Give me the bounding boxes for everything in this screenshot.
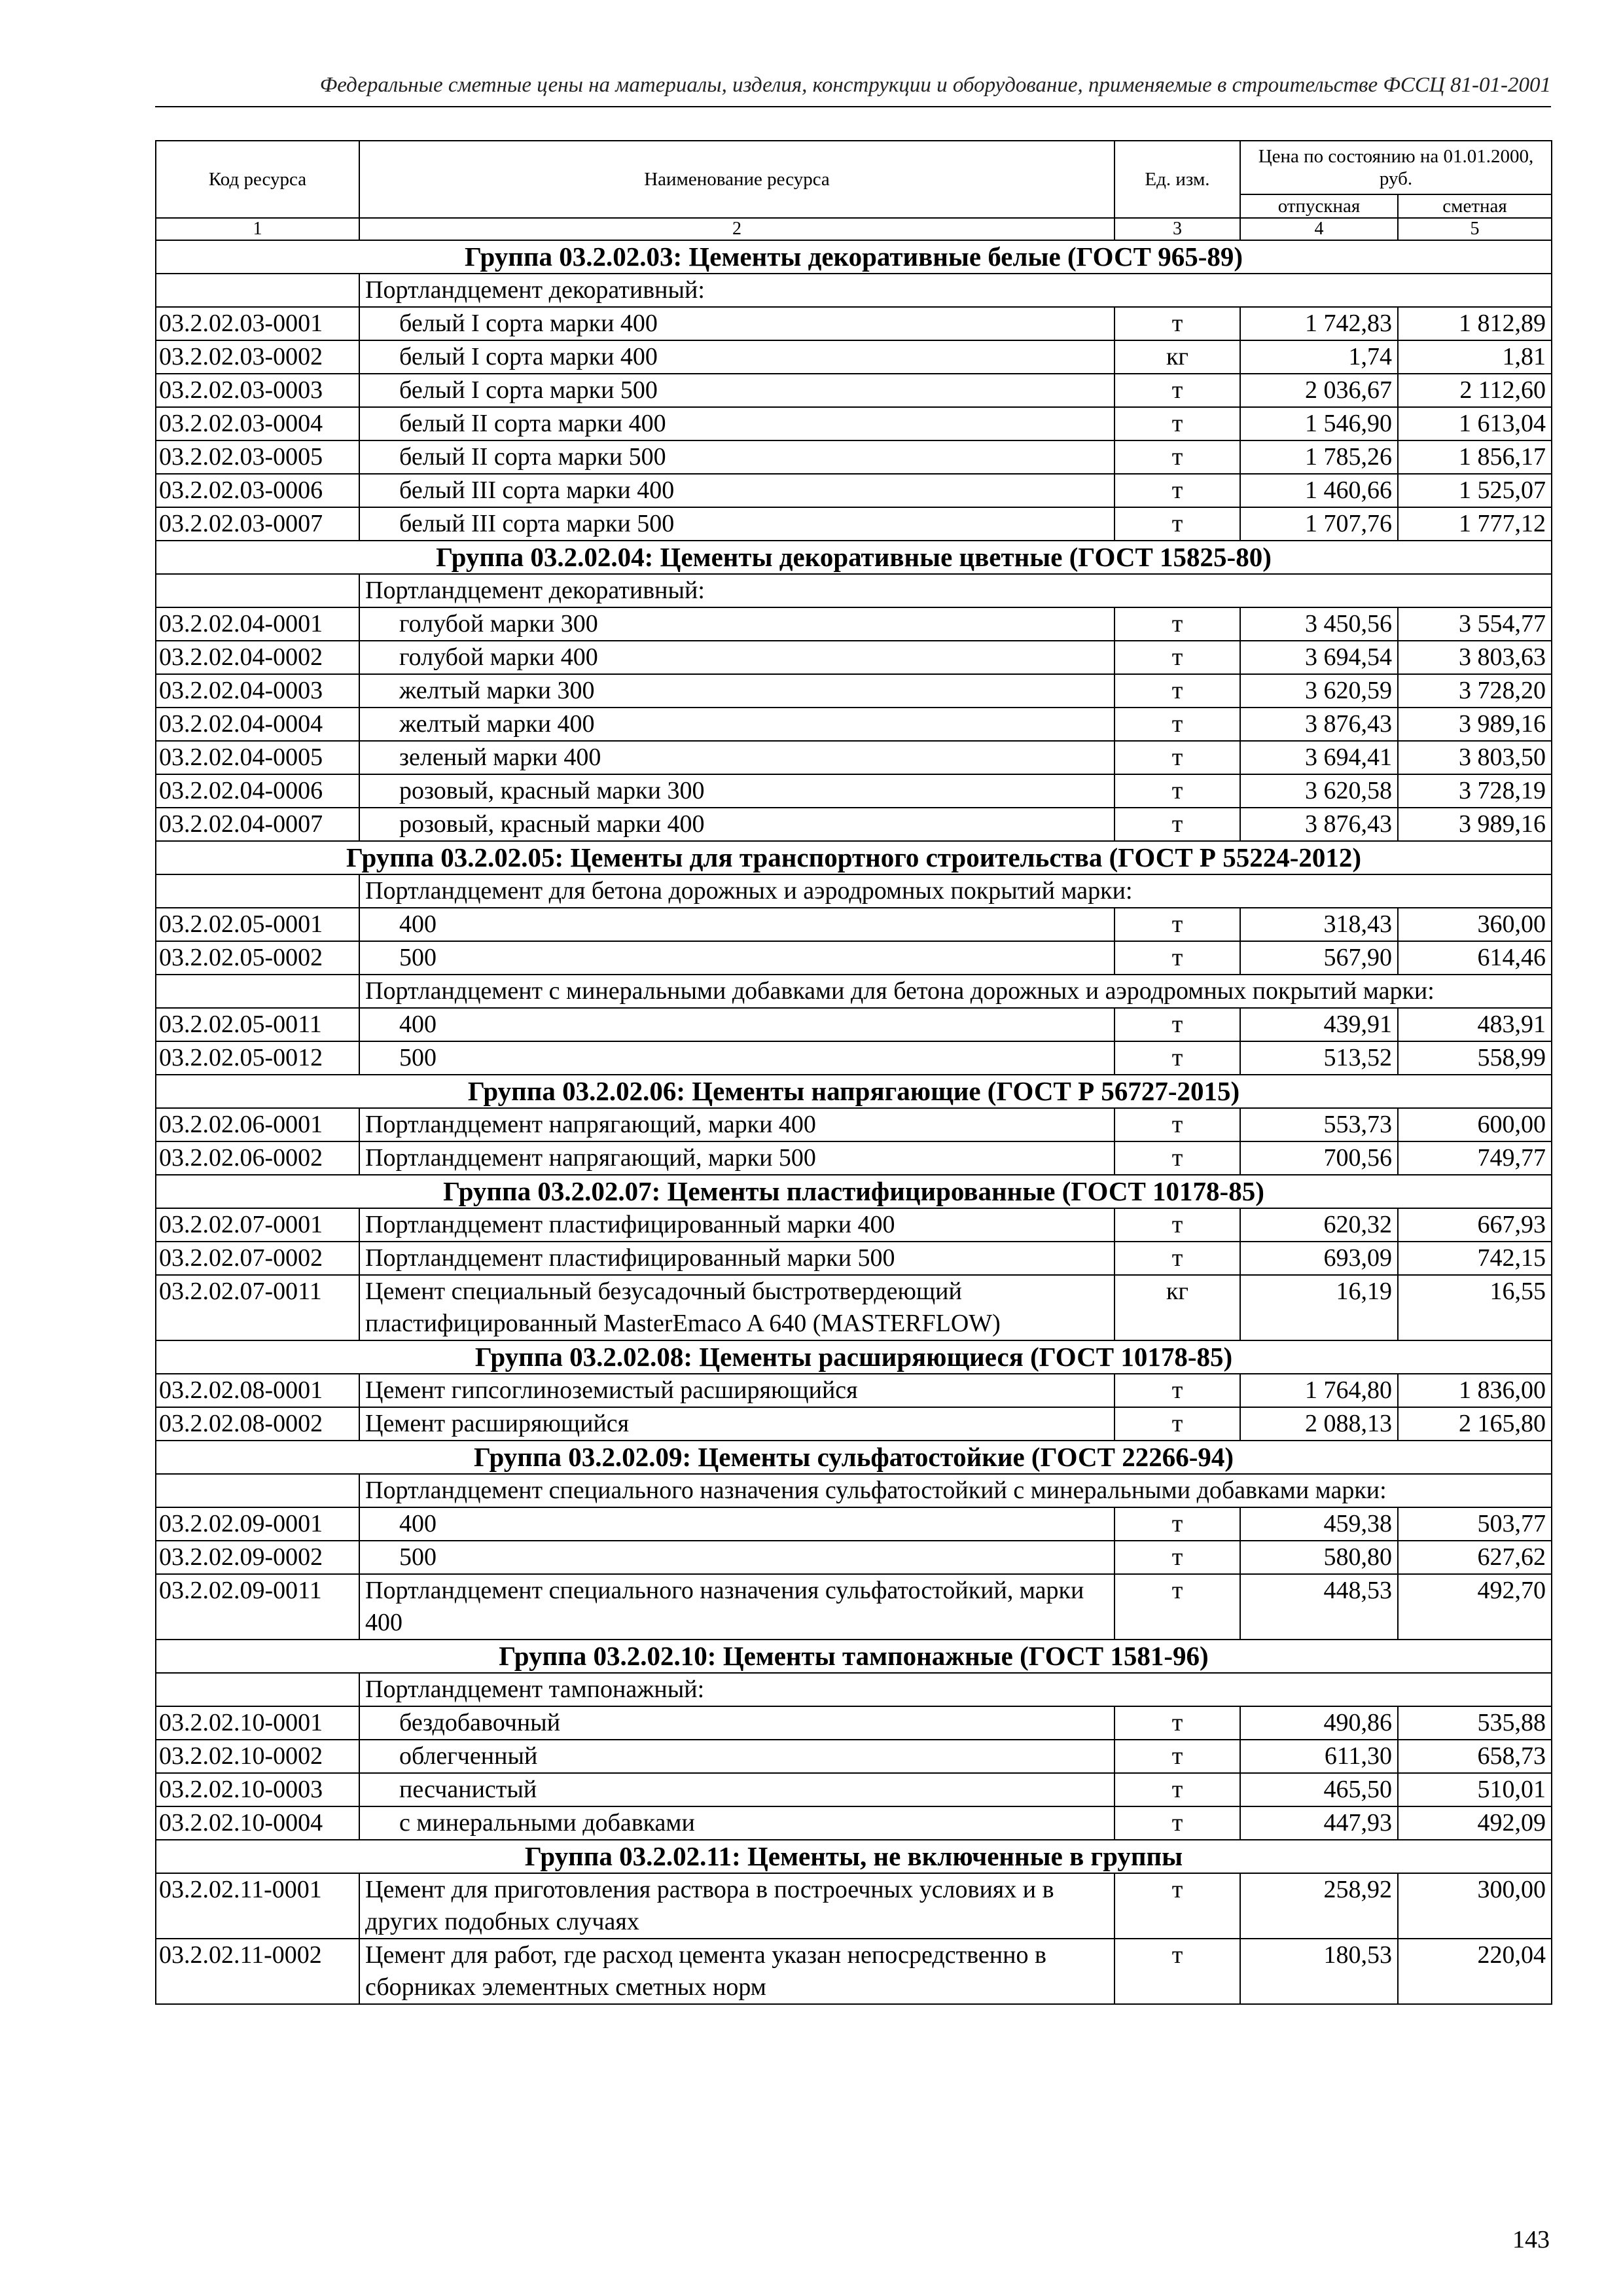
table-row — [156, 1407, 1552, 1441]
resource-code: 03.2.02.05-0001 — [156, 908, 359, 941]
release-price: 16,19 — [1240, 1275, 1398, 1340]
estimate-price: 1 856,17 — [1398, 440, 1552, 474]
table-row — [156, 808, 1552, 841]
release-price: 693,09 — [1240, 1242, 1398, 1275]
column-number: 4 — [1240, 218, 1398, 240]
subheading-row — [156, 1474, 1552, 1507]
unit: т — [1115, 1541, 1240, 1574]
resource-code: 03.2.02.11-0001 — [156, 1873, 359, 1939]
release-price: 3 876,43 — [1240, 708, 1398, 741]
header-estimate-price: сметная — [1398, 194, 1552, 218]
table-row — [156, 1541, 1552, 1574]
unit: кг — [1115, 1275, 1240, 1340]
resource-code: 03.2.02.07-0011 — [156, 1275, 359, 1340]
resource-name: бездобавочный — [359, 1706, 1115, 1740]
table-row — [156, 1873, 1552, 1939]
resource-code: 03.2.02.03-0002 — [156, 340, 359, 374]
resource-code: 03.2.02.09-0002 — [156, 1541, 359, 1574]
estimate-price: 1 777,12 — [1398, 507, 1552, 541]
group-title: Группа 03.2.02.05: Цементы для транспортного строительства (ГОСТ Р 55224-2012) — [156, 841, 1552, 874]
unit: т — [1115, 1873, 1240, 1939]
release-price: 1 742,83 — [1240, 307, 1398, 340]
estimate-price: 16,55 — [1398, 1275, 1552, 1340]
estimate-price: 300,00 — [1398, 1873, 1552, 1939]
estimate-price: 3 728,20 — [1398, 674, 1552, 708]
table-row — [156, 674, 1552, 708]
table-row — [156, 1141, 1552, 1175]
table-row — [156, 1208, 1552, 1242]
group-title: Группа 03.2.02.09: Цементы сульфатостойкие (ГОСТ 22266-94) — [156, 1441, 1552, 1474]
group-header-row — [156, 1075, 1552, 1108]
resource-name: белый II сорта марки 500 — [359, 440, 1115, 474]
unit: т — [1115, 708, 1240, 741]
estimate-price: 3 554,77 — [1398, 607, 1552, 641]
resource-name: белый III сорта марки 500 — [359, 507, 1115, 541]
resource-name: желтый марки 300 — [359, 674, 1115, 708]
resource-code: 03.2.02.04-0006 — [156, 774, 359, 808]
estimate-price: 3 728,19 — [1398, 774, 1552, 808]
estimate-price: 658,73 — [1398, 1740, 1552, 1773]
table-row — [156, 1706, 1552, 1740]
release-price: 513,52 — [1240, 1041, 1398, 1075]
header-unit: Ед. изм. — [1115, 141, 1240, 218]
group-title: Группа 03.2.02.08: Цементы расширяющиеся (ГОСТ 10178-85) — [156, 1340, 1552, 1374]
resource-name: Цемент специальный безусадочный быстротвердеющий пластифицированный MasterEmaco A 640 (MASTERFLOW) — [359, 1275, 1115, 1340]
estimate-price: 1,81 — [1398, 340, 1552, 374]
table-row — [156, 307, 1552, 340]
estimate-price: 600,00 — [1398, 1108, 1552, 1141]
release-price: 3 620,58 — [1240, 774, 1398, 808]
resource-name: белый II сорта марки 400 — [359, 407, 1115, 440]
subheading-row — [156, 975, 1552, 1008]
resource-code: 03.2.02.05-0002 — [156, 941, 359, 975]
unit: т — [1115, 908, 1240, 941]
table-row — [156, 1939, 1552, 2004]
unit: т — [1115, 307, 1240, 340]
release-price: 3 450,56 — [1240, 607, 1398, 641]
table-row — [156, 774, 1552, 808]
unit: т — [1115, 1041, 1240, 1075]
release-price: 580,80 — [1240, 1541, 1398, 1574]
resource-name: 500 — [359, 1041, 1115, 1075]
estimate-price: 1 836,00 — [1398, 1374, 1552, 1407]
unit: т — [1115, 774, 1240, 808]
estimate-price: 1 613,04 — [1398, 407, 1552, 440]
header-code: Код ресурса — [156, 141, 359, 218]
running-header: Федеральные сметные цены на материалы, изделия, конструкции и оборудование, применяемые в строительстве ФССЦ 81-01-2001 — [155, 73, 1551, 107]
subheading-text: Портландцемент для бетона дорожных и аэродромных покрытий марки: — [359, 874, 1552, 908]
resource-code: 03.2.02.03-0007 — [156, 507, 359, 541]
resource-code: 03.2.02.05-0011 — [156, 1008, 359, 1041]
release-price: 490,86 — [1240, 1706, 1398, 1740]
resource-code: 03.2.02.03-0003 — [156, 374, 359, 407]
group-header-row — [156, 1175, 1552, 1208]
table-row — [156, 1275, 1552, 1340]
resource-name: 500 — [359, 1541, 1115, 1574]
unit: т — [1115, 641, 1240, 674]
resource-name: розовый, красный марки 300 — [359, 774, 1115, 808]
release-price: 459,38 — [1240, 1507, 1398, 1541]
table-row — [156, 1242, 1552, 1275]
header-name: Наименование ресурса — [359, 141, 1115, 218]
unit: т — [1115, 507, 1240, 541]
resource-name: с минеральными добавками — [359, 1806, 1115, 1840]
resource-code: 03.2.02.06-0001 — [156, 1108, 359, 1141]
release-price: 447,93 — [1240, 1806, 1398, 1840]
unit: кг — [1115, 340, 1240, 374]
release-price: 180,53 — [1240, 1939, 1398, 2004]
unit: т — [1115, 1108, 1240, 1141]
group-title: Группа 03.2.02.06: Цементы напрягающие (ГОСТ Р 56727-2015) — [156, 1075, 1552, 1108]
resource-name: Цемент для работ, где расход цемента указан непосредственно в сборниках элементных сметных норм — [359, 1939, 1115, 2004]
estimate-price: 627,62 — [1398, 1541, 1552, 1574]
resource-code: 03.2.02.07-0002 — [156, 1242, 359, 1275]
unit: т — [1115, 674, 1240, 708]
estimate-price: 2 112,60 — [1398, 374, 1552, 407]
resource-code: 03.2.02.07-0001 — [156, 1208, 359, 1242]
estimate-price: 1 525,07 — [1398, 474, 1552, 507]
table-row — [156, 607, 1552, 641]
resource-name: желтый марки 400 — [359, 708, 1115, 741]
unit: т — [1115, 808, 1240, 841]
resource-name: белый III сорта марки 400 — [359, 474, 1115, 507]
release-price: 700,56 — [1240, 1141, 1398, 1175]
release-price: 448,53 — [1240, 1574, 1398, 1640]
unit: т — [1115, 741, 1240, 774]
code-cell — [156, 1673, 359, 1706]
release-price: 1 707,76 — [1240, 507, 1398, 541]
table-row — [156, 1041, 1552, 1075]
column-number: 3 — [1115, 218, 1240, 240]
unit: т — [1115, 607, 1240, 641]
estimate-price: 483,91 — [1398, 1008, 1552, 1041]
table-row — [156, 1806, 1552, 1840]
release-price: 2 088,13 — [1240, 1407, 1398, 1441]
group-header-row — [156, 1840, 1552, 1873]
resource-name: 400 — [359, 908, 1115, 941]
unit: т — [1115, 1407, 1240, 1441]
table-row — [156, 440, 1552, 474]
resource-name: 400 — [359, 1008, 1115, 1041]
resource-name: песчанистый — [359, 1773, 1115, 1806]
release-price: 258,92 — [1240, 1873, 1398, 1939]
group-title: Группа 03.2.02.04: Цементы декоративные цветные (ГОСТ 15825-80) — [156, 541, 1552, 574]
table-row — [156, 908, 1552, 941]
resource-code: 03.2.02.04-0002 — [156, 641, 359, 674]
resource-name: Портландцемент напрягающий, марки 400 — [359, 1108, 1115, 1141]
resource-name: Цемент расширяющийся — [359, 1407, 1115, 1441]
resource-code: 03.2.02.09-0001 — [156, 1507, 359, 1541]
group-title: Группа 03.2.02.10: Цементы тампонажные (ГОСТ 1581-96) — [156, 1640, 1552, 1673]
column-number: 5 — [1398, 218, 1552, 240]
estimate-price: 503,77 — [1398, 1507, 1552, 1541]
group-title: Группа 03.2.02.07: Цементы пластифицированные (ГОСТ 10178-85) — [156, 1175, 1552, 1208]
resource-code: 03.2.02.04-0001 — [156, 607, 359, 641]
resource-name: зеленый марки 400 — [359, 741, 1115, 774]
estimate-price: 510,01 — [1398, 1773, 1552, 1806]
estimate-price: 492,09 — [1398, 1806, 1552, 1840]
table-row — [156, 1773, 1552, 1806]
resource-code: 03.2.02.09-0011 — [156, 1574, 359, 1640]
resource-name: облегченный — [359, 1740, 1115, 1773]
release-price: 1 546,90 — [1240, 407, 1398, 440]
release-price: 553,73 — [1240, 1108, 1398, 1141]
code-cell — [156, 574, 359, 607]
group-title: Группа 03.2.02.11: Цементы, не включенные в группы — [156, 1840, 1552, 1873]
release-price: 439,91 — [1240, 1008, 1398, 1041]
table-row — [156, 474, 1552, 507]
resource-name: голубой марки 400 — [359, 641, 1115, 674]
subheading-row — [156, 574, 1552, 607]
estimate-price: 360,00 — [1398, 908, 1552, 941]
code-cell — [156, 975, 359, 1008]
header-price: Цена по состоянию на 01.01.2000, руб. — [1240, 141, 1552, 194]
resource-name: белый I сорта марки 400 — [359, 307, 1115, 340]
resource-name: Портландцемент пластифицированный марки 400 — [359, 1208, 1115, 1242]
table-row — [156, 407, 1552, 440]
group-header-row — [156, 240, 1552, 274]
price-table — [155, 140, 1552, 2005]
group-title: Группа 03.2.02.03: Цементы декоративные белые (ГОСТ 965-89) — [156, 240, 1552, 274]
unit: т — [1115, 1141, 1240, 1175]
subheading-text: Портландцемент специального назначения сульфатостойкий с минеральными добавками марки: — [359, 1474, 1552, 1507]
estimate-price: 667,93 — [1398, 1208, 1552, 1242]
resource-code: 03.2.02.10-0002 — [156, 1740, 359, 1773]
group-header-row — [156, 1640, 1552, 1673]
resource-name: 500 — [359, 941, 1115, 975]
subheading-text: Портландцемент декоративный: — [359, 574, 1552, 607]
unit: т — [1115, 474, 1240, 507]
code-cell — [156, 274, 359, 307]
table-row — [156, 1008, 1552, 1041]
release-price: 465,50 — [1240, 1773, 1398, 1806]
estimate-price: 742,15 — [1398, 1242, 1552, 1275]
group-header-row — [156, 841, 1552, 874]
header-release-price: отпускная — [1240, 194, 1398, 218]
release-price: 1,74 — [1240, 340, 1398, 374]
unit: т — [1115, 1507, 1240, 1541]
group-header-row — [156, 541, 1552, 574]
resource-name: 400 — [359, 1507, 1115, 1541]
estimate-price: 2 165,80 — [1398, 1407, 1552, 1441]
resource-code: 03.2.02.11-0002 — [156, 1939, 359, 2004]
release-price: 1 764,80 — [1240, 1374, 1398, 1407]
resource-name: Цемент для приготовления раствора в построечных условиях и в других подобных случаях — [359, 1873, 1115, 1939]
subheading-row — [156, 1673, 1552, 1706]
table-row — [156, 340, 1552, 374]
unit: т — [1115, 1574, 1240, 1640]
resource-name: Портландцемент специального назначения сульфатостойкий, марки 400 — [359, 1574, 1115, 1640]
release-price: 611,30 — [1240, 1740, 1398, 1773]
release-price: 620,32 — [1240, 1208, 1398, 1242]
table-row — [156, 1374, 1552, 1407]
unit: т — [1115, 1806, 1240, 1840]
code-cell — [156, 874, 359, 908]
subheading-text: Портландцемент декоративный: — [359, 274, 1552, 307]
subheading-row — [156, 874, 1552, 908]
estimate-price: 614,46 — [1398, 941, 1552, 975]
column-number: 2 — [359, 218, 1115, 240]
resource-name: Портландцемент пластифицированный марки 500 — [359, 1242, 1115, 1275]
estimate-price: 535,88 — [1398, 1706, 1552, 1740]
unit: т — [1115, 1008, 1240, 1041]
release-price: 3 876,43 — [1240, 808, 1398, 841]
estimate-price: 749,77 — [1398, 1141, 1552, 1175]
table-row — [156, 641, 1552, 674]
table-row — [156, 1507, 1552, 1541]
resource-code: 03.2.02.06-0002 — [156, 1141, 359, 1175]
resource-name: белый I сорта марки 500 — [359, 374, 1115, 407]
estimate-price: 3 803,50 — [1398, 741, 1552, 774]
estimate-price: 1 812,89 — [1398, 307, 1552, 340]
release-price: 1 785,26 — [1240, 440, 1398, 474]
group-header-row — [156, 1441, 1552, 1474]
unit: т — [1115, 1773, 1240, 1806]
resource-code: 03.2.02.04-0005 — [156, 741, 359, 774]
table-row — [156, 1740, 1552, 1773]
resource-name: розовый, красный марки 400 — [359, 808, 1115, 841]
resource-name: Портландцемент напрягающий, марки 500 — [359, 1141, 1115, 1175]
resource-code: 03.2.02.04-0004 — [156, 708, 359, 741]
resource-code: 03.2.02.04-0003 — [156, 674, 359, 708]
release-price: 1 460,66 — [1240, 474, 1398, 507]
unit: т — [1115, 941, 1240, 975]
estimate-price: 220,04 — [1398, 1939, 1552, 2004]
subheading-row — [156, 274, 1552, 307]
resource-code: 03.2.02.08-0001 — [156, 1374, 359, 1407]
unit: т — [1115, 1242, 1240, 1275]
resource-name: белый I сорта марки 400 — [359, 340, 1115, 374]
table-row — [156, 741, 1552, 774]
resource-code: 03.2.02.10-0004 — [156, 1806, 359, 1840]
resource-code: 03.2.02.04-0007 — [156, 808, 359, 841]
resource-name: Цемент гипсоглиноземистый расширяющийся — [359, 1374, 1115, 1407]
resource-code: 03.2.02.10-0001 — [156, 1706, 359, 1740]
code-cell — [156, 1474, 359, 1507]
resource-code: 03.2.02.03-0001 — [156, 307, 359, 340]
unit: т — [1115, 1374, 1240, 1407]
unit: т — [1115, 1740, 1240, 1773]
resource-code: 03.2.02.03-0004 — [156, 407, 359, 440]
release-price: 2 036,67 — [1240, 374, 1398, 407]
release-price: 3 694,54 — [1240, 641, 1398, 674]
group-header-row — [156, 1340, 1552, 1374]
subheading-text: Портландцемент с минеральными добавками для бетона дорожных и аэродромных покрытий марки: — [359, 975, 1552, 1008]
unit: т — [1115, 1208, 1240, 1242]
table-row — [156, 708, 1552, 741]
estimate-price: 492,70 — [1398, 1574, 1552, 1640]
estimate-price: 558,99 — [1398, 1041, 1552, 1075]
unit: т — [1115, 374, 1240, 407]
table-row — [156, 507, 1552, 541]
resource-code: 03.2.02.03-0006 — [156, 474, 359, 507]
estimate-price: 3 989,16 — [1398, 708, 1552, 741]
subheading-text: Портландцемент тампонажный: — [359, 1673, 1552, 1706]
resource-code: 03.2.02.05-0012 — [156, 1041, 359, 1075]
table-row — [156, 1108, 1552, 1141]
release-price: 567,90 — [1240, 941, 1398, 975]
column-number: 1 — [156, 218, 359, 240]
resource-code: 03.2.02.10-0003 — [156, 1773, 359, 1806]
unit: т — [1115, 440, 1240, 474]
unit: т — [1115, 407, 1240, 440]
unit: т — [1115, 1706, 1240, 1740]
resource-code: 03.2.02.08-0002 — [156, 1407, 359, 1441]
table-row — [156, 1574, 1552, 1640]
page-number: 143 — [1512, 2226, 1550, 2253]
estimate-price: 3 803,63 — [1398, 641, 1552, 674]
resource-code: 03.2.02.03-0005 — [156, 440, 359, 474]
release-price: 3 620,59 — [1240, 674, 1398, 708]
table-row — [156, 941, 1552, 975]
release-price: 318,43 — [1240, 908, 1398, 941]
table-row — [156, 374, 1552, 407]
unit: т — [1115, 1939, 1240, 2004]
resource-name: голубой марки 300 — [359, 607, 1115, 641]
release-price: 3 694,41 — [1240, 741, 1398, 774]
estimate-price: 3 989,16 — [1398, 808, 1552, 841]
